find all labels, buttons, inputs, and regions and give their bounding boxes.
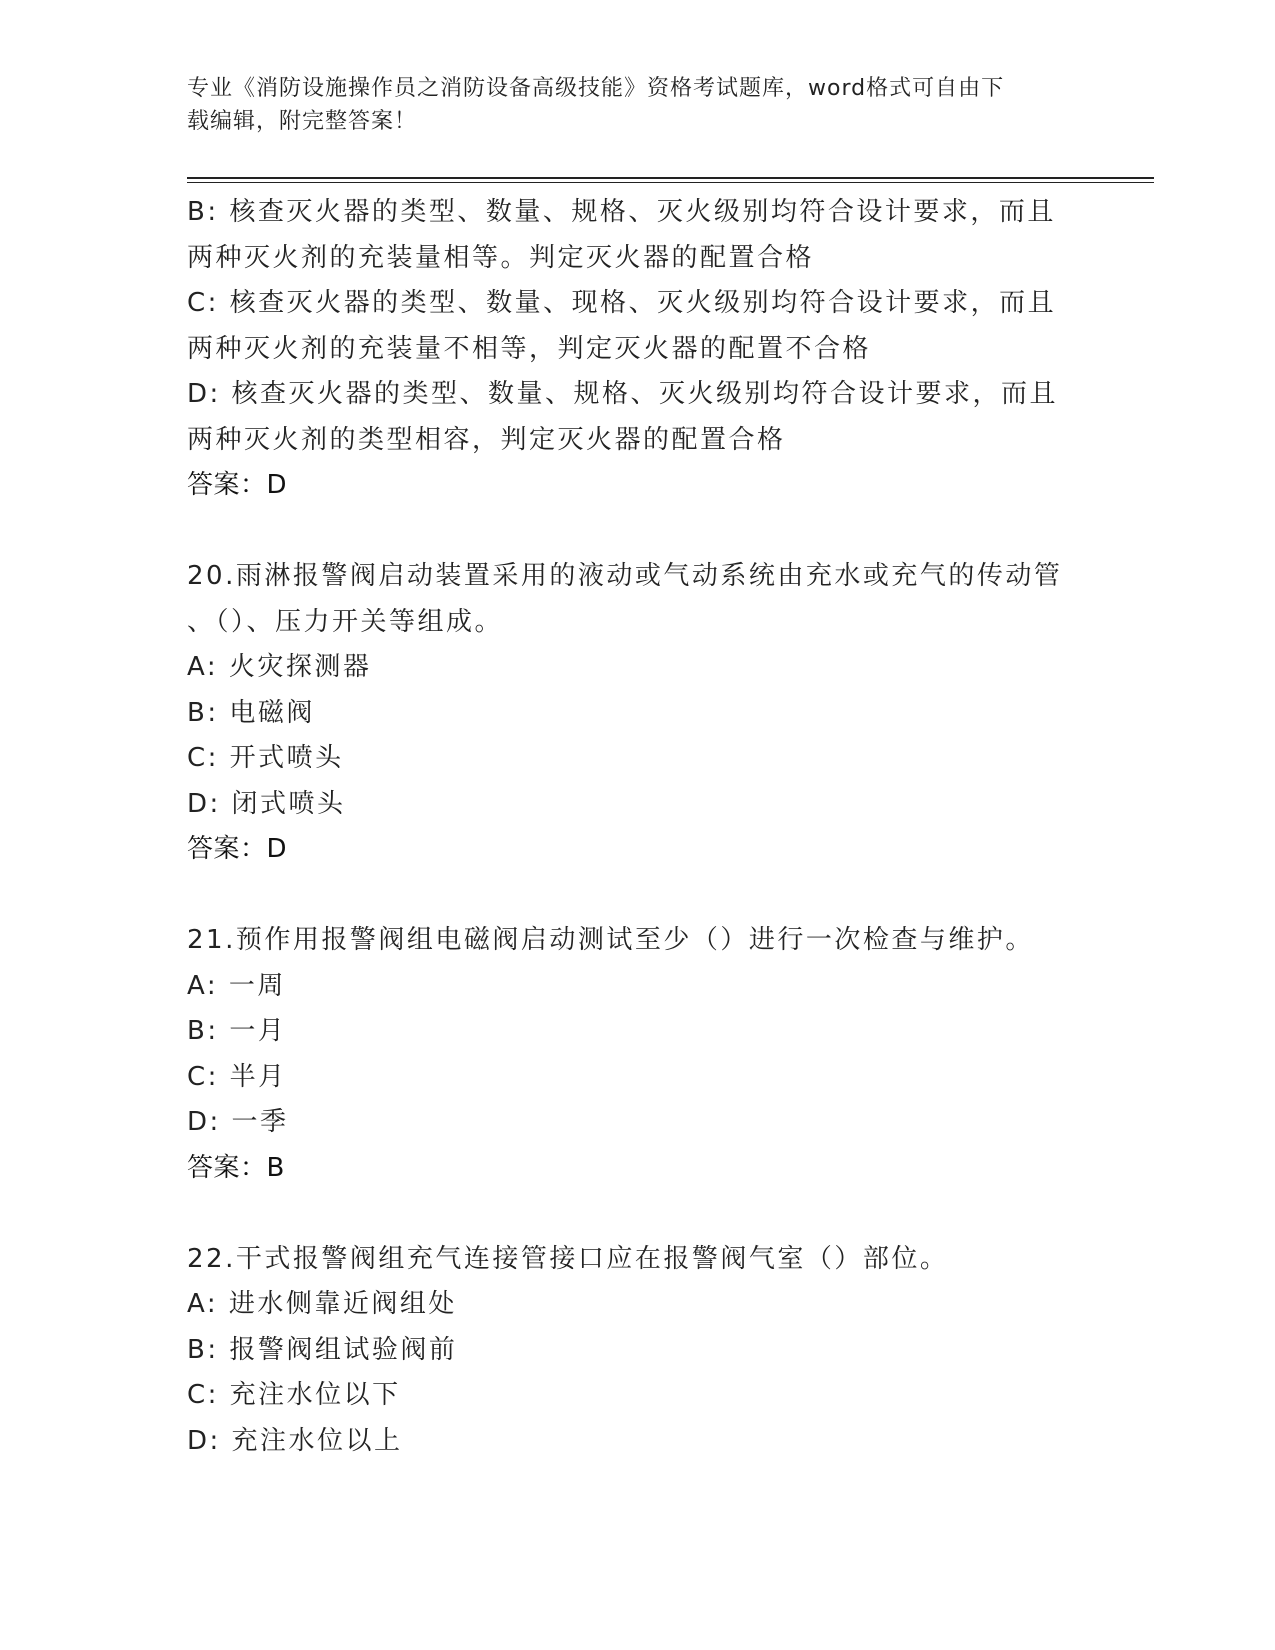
q20-option-c: C: 开式喷头: [187, 743, 344, 773]
question-20-block: [187, 554, 1087, 873]
q22-option-c: C: 充注水位以下: [187, 1380, 401, 1410]
q19-option-c-line-1: C: 核查灭火器的类型、数量、现格、灭火级别均符合设计要求，而且: [187, 288, 1057, 318]
q21-option-a: A: 一周: [187, 970, 286, 1001]
question-content: [187, 190, 1087, 1464]
header-line-2: 载编辑，附完整答案！: [187, 109, 418, 134]
question-21-block: [187, 918, 1087, 1191]
q19-option-d-line-1: D: 核查灭火器的类型、数量、规格、灭火级别均符合设计要求，而且: [187, 379, 1059, 409]
q21-option-d: D: 一季: [187, 1107, 289, 1137]
q21-answer: 答案：B: [187, 1152, 285, 1183]
q19-answer: 答案：D: [187, 470, 288, 500]
q19-option-c-line-2: 两种灭火剂的充装量不相等，判定灭火器的配置不合格: [187, 333, 872, 364]
q21-stem: 21.预作用报警阀组电磁阀启动测试至少（）进行一次检查与维护。: [187, 925, 1034, 955]
q20-option-d: D: 闭式喷头: [187, 788, 346, 819]
document-header: [187, 72, 1087, 138]
q20-option-a: A: 火灾探测器: [187, 652, 372, 682]
question-22-block: [187, 1237, 1087, 1465]
q21-option-b: B: 一月: [187, 1016, 287, 1046]
header-divider-thick: [187, 177, 1154, 179]
header-divider-thin: [187, 182, 1154, 183]
q19-option-b-line-2: 两种灭火剂的充装量相等。判定灭火器的配置合格: [187, 242, 815, 273]
q21-option-c: C: 半月: [187, 1061, 287, 1092]
question-19-block: [187, 190, 1087, 509]
q20-stem-line-2: 、（）、压力开关等组成。: [187, 606, 504, 637]
q19-option-d-line-2: 两种灭火剂的类型相容，判定灭火器的配置合格: [187, 424, 786, 455]
spacer: [187, 509, 1087, 555]
q20-option-b: B: 电磁阀: [187, 697, 315, 728]
q22-stem: 22.干式报警阀组充气连接管接口应在报警阀气室（）部位。: [187, 1243, 949, 1274]
q22-option-b: B: 报警阀组试验阀前: [187, 1334, 458, 1365]
spacer: [187, 873, 1087, 919]
q22-option-d: D: 充注水位以上: [187, 1425, 403, 1456]
header-line-1: 专业《消防设施操作员之消防设备高级技能》资格考试题库，word格式可自由下: [187, 76, 1005, 101]
q22-option-a: A: 进水侧靠近阀组处: [187, 1289, 457, 1319]
q20-answer: 答案：D: [187, 834, 288, 864]
q20-stem-line-1: 20.雨淋报警阀启动装置采用的液动或气动系统由充水或充气的传动管: [187, 561, 1063, 591]
spacer: [187, 1191, 1087, 1237]
q19-option-b-line-1: B: 核查灭火器的类型、数量、规格、灭火级别均符合设计要求，而且: [187, 197, 1056, 227]
